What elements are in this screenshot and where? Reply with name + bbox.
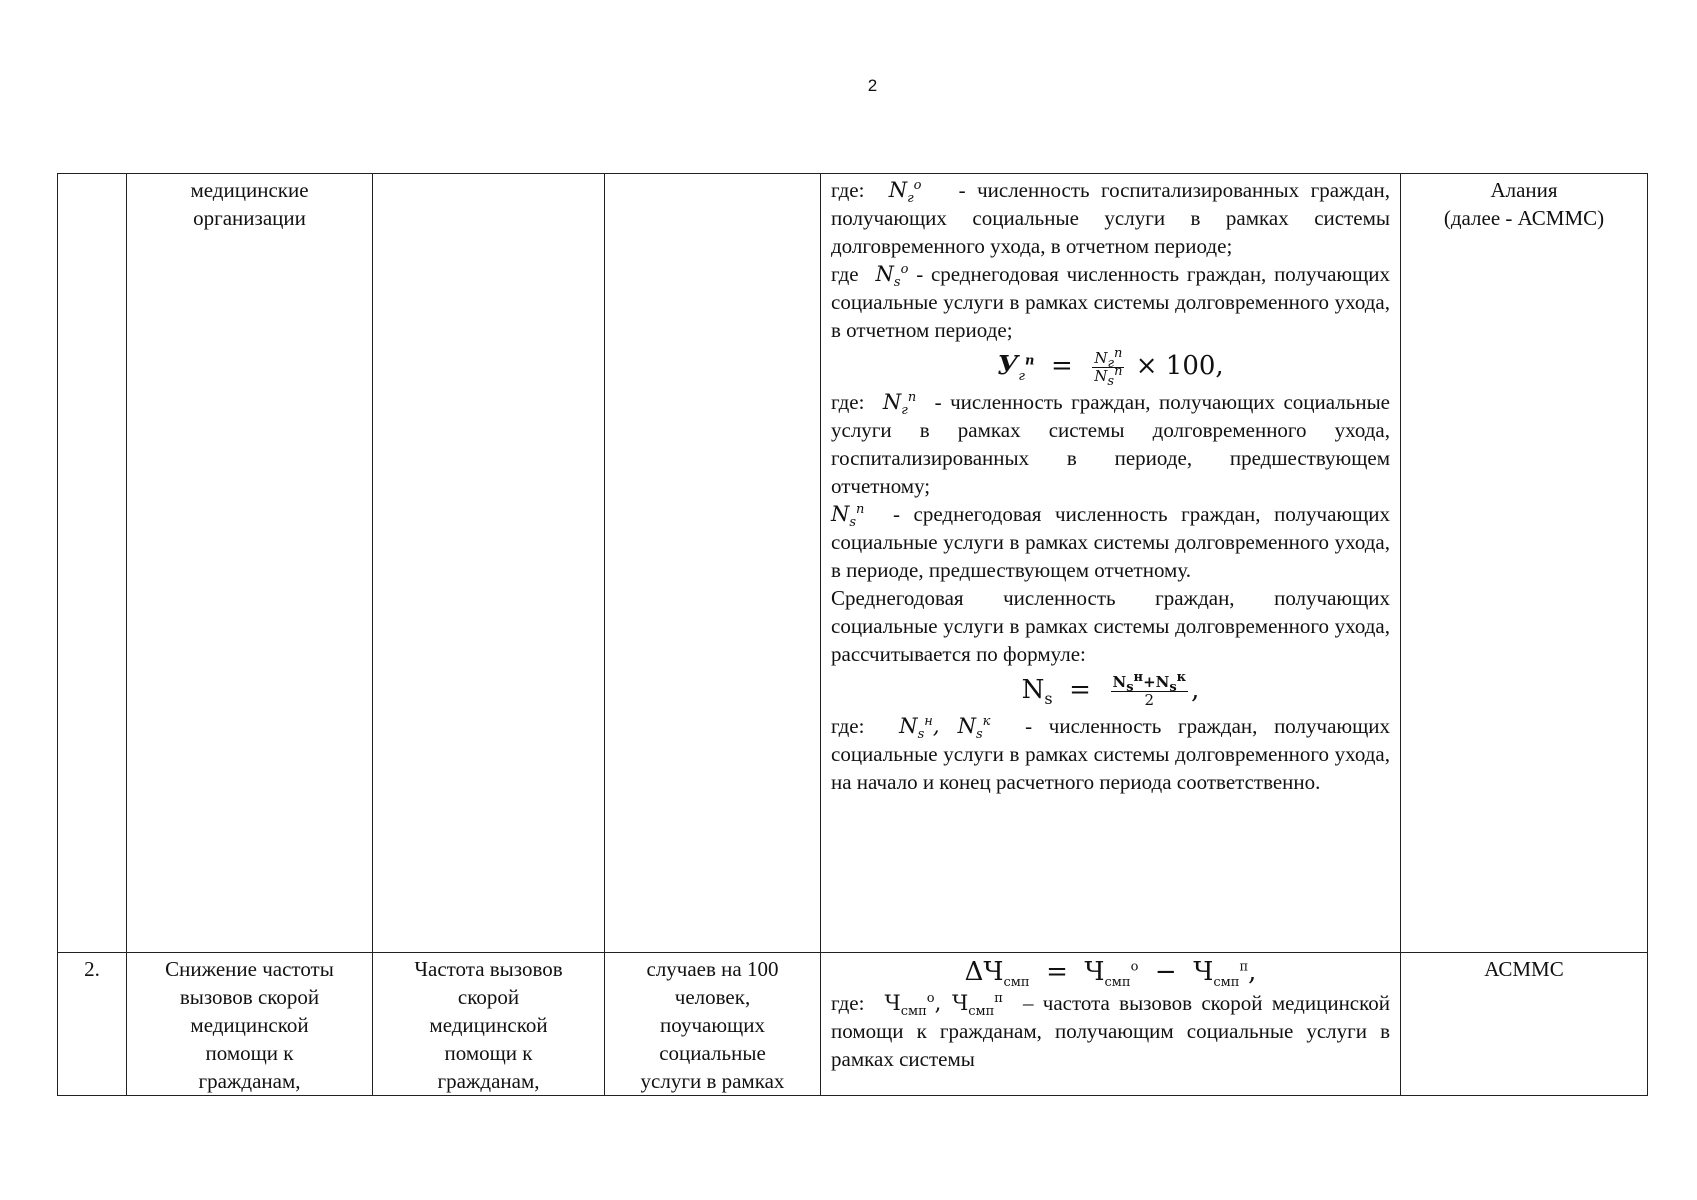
- symbol-ch-o-p: $Ч_{смп}^о$, $Ч_{смп}^п$: [873, 991, 1003, 1020]
- where-label: где:: [831, 714, 865, 738]
- paragraph-text: - среднегодовая численность граждан, получающих социальные услуги в рамках системы долговременного ухода, в периоде, предшествующем отчетному.: [831, 502, 1391, 582]
- cell-line: Снижение частоты: [165, 957, 334, 981]
- page-number: 2: [867, 76, 878, 95]
- paragraph: [831, 500, 1390, 584]
- cell-line: гражданам,: [198, 1069, 301, 1093]
- cell-goal: [127, 953, 373, 1096]
- paragraph-text: - численность госпитализированных граждан, получающих социальные услуги в рамках системы долговременного ухода, в отчетном периоде;: [831, 178, 1391, 258]
- cell-line: помощи к: [444, 1041, 533, 1065]
- symbol-n-g-p: $N_г^п$: [872, 390, 917, 419]
- paragraph: [831, 388, 1390, 500]
- symbol-n-s-n-k: $N_s^н$, $N_s^к$: [881, 714, 991, 743]
- cell-line: (далее - АСММС): [1443, 206, 1605, 230]
- cell-line: вызовов скорой: [179, 985, 320, 1009]
- cell-source: АСММС: [1401, 953, 1648, 1096]
- where-label: где:: [831, 991, 865, 1015]
- symbol-n-s-p: $N_s^п$: [831, 502, 865, 531]
- fraction-denominator: 2: [1144, 690, 1155, 709]
- formula-average: $N_s$ = $\frac{N_s^н+N_s^к}{2}$ ,: [1021, 669, 1200, 709]
- table-row: [58, 174, 1648, 953]
- where-label: где: [831, 262, 859, 286]
- fraction: $\frac{N_s^н+N_s^к}{2}$: [1112, 669, 1187, 709]
- paragraph-text: – частота вызовов скорой медицинской помощи к гражданам, получающим социальные услуги в рамках системы: [831, 991, 1390, 1071]
- cell-unit: [605, 174, 821, 953]
- cell-line: Алания: [1490, 178, 1558, 202]
- cell-line: медицинской: [429, 1013, 548, 1037]
- paragraph-text: - среднегодовая численность граждан, получающих социальные услуги в рамках системы долговременного ухода, в отчетном периоде;: [831, 262, 1390, 342]
- cell-line: поучающих: [660, 1013, 765, 1037]
- cell-line: медицинской: [190, 1013, 309, 1037]
- indicators-table: [57, 173, 1648, 1096]
- where-label: где:: [831, 390, 865, 414]
- paragraph: [831, 176, 1390, 260]
- cell-methodology: [821, 174, 1401, 953]
- paragraph-text: - численность граждан, получающих социальные услуги в рамках системы долговременного ухода, на начало и конец расчетного периода соответственно.: [831, 714, 1390, 794]
- cell-methodology: [821, 953, 1401, 1096]
- formula-delta: $\Delta Ч_{смп} = Ч_{смп}^о - Ч_{смп}^п$,: [964, 957, 1257, 991]
- cell-line: случаев на 100: [646, 957, 779, 981]
- symbol-n-s-o: $N_s^o$: [866, 262, 909, 291]
- paragraph: [831, 260, 1390, 344]
- formula-rhs: × 100,: [1135, 351, 1224, 381]
- paragraph: Среднегодовая численность граждан, получающих социальные услуги в рамках системы долговременного ухода, рассчитывается по формуле:: [831, 586, 1390, 666]
- cell-line: помощи к: [205, 1041, 294, 1065]
- where-label: где:: [831, 178, 865, 202]
- paragraph: [831, 712, 1390, 796]
- paragraph-text: - численность граждан, получающих социальные услуги в рамках системы долговременного ухода, госпитализированных в периоде, предшествующем отчетному;: [831, 390, 1390, 498]
- cell-number: 2.: [58, 953, 127, 1096]
- cell-number: [58, 174, 127, 953]
- cell-line: услуги в рамках: [640, 1069, 785, 1093]
- formula-ratio: $У_г^п$ = $\frac{N_г^п}{N_s^п}$ × 100,: [997, 345, 1224, 389]
- table-row: [58, 953, 1648, 1096]
- cell-line: организации: [193, 206, 306, 230]
- cell-unit: [605, 953, 821, 1096]
- cell-line: человек,: [674, 985, 751, 1009]
- cell-indicator: [373, 953, 605, 1096]
- cell-goal: [127, 174, 373, 953]
- symbol-n-g-o: $N_г^о$: [875, 178, 922, 207]
- cell-line: гражданам,: [437, 1069, 540, 1093]
- cell-line: социальные: [659, 1041, 766, 1065]
- cell-indicator: [373, 174, 605, 953]
- fraction: $\frac{N_г^п}{N_s^п}$: [1094, 345, 1123, 389]
- cell-source: [1401, 174, 1648, 953]
- cell-line: Частота вызовов: [414, 957, 563, 981]
- cell-line: медицинские: [190, 178, 309, 202]
- cell-line: скорой: [457, 985, 520, 1009]
- paragraph: [831, 989, 1390, 1073]
